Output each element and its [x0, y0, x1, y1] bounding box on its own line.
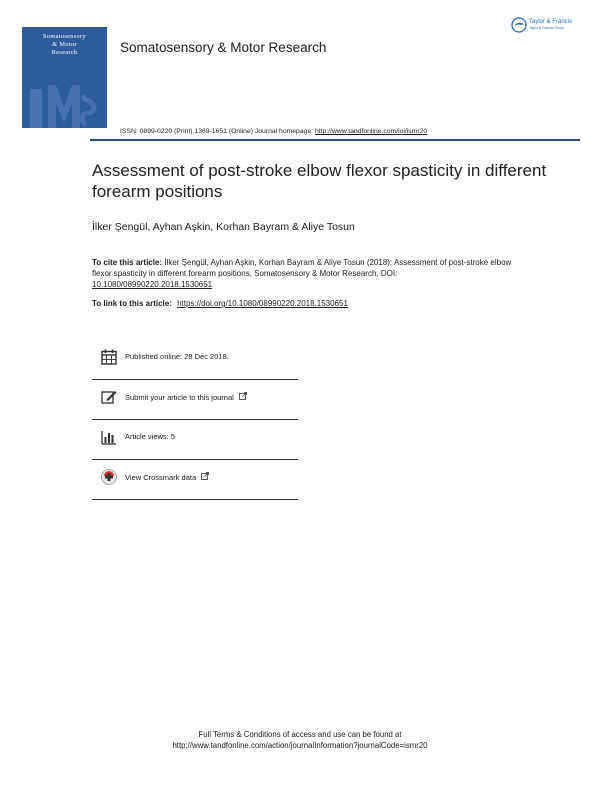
cover-title-line-1: Somatosensory	[43, 33, 86, 40]
published-online-item	[92, 340, 298, 380]
calendar-icon	[100, 348, 118, 366]
external-link-icon	[201, 472, 209, 480]
article-views-label: Article views: 5	[125, 432, 176, 441]
issn-line	[120, 128, 427, 135]
cover-title-line-2: & Motor	[52, 41, 77, 48]
crossmark-item[interactable]	[92, 460, 298, 500]
published-online-label: Published online: 28 Dec 2018.	[125, 352, 229, 361]
journal-homepage-link[interactable]: http://www.tandfonline.com/loi/ismr20	[314, 128, 428, 135]
article-link-block	[92, 299, 348, 308]
article-title: Assessment of post-stroke elbow flexor spasticity in different forearm positions	[92, 161, 547, 201]
bar-chart-icon	[100, 428, 118, 446]
publisher-logo-icon	[511, 17, 527, 33]
submit-article-link[interactable]	[125, 392, 247, 402]
footer-terms	[0, 729, 600, 751]
journal-cover-image	[22, 27, 107, 128]
citation-doi-link[interactable]: 10.1080/08990220.2018.1530651	[92, 280, 213, 289]
crossmark-icon	[100, 468, 118, 486]
article-doi-url-link[interactable]: https://doi.org/10.1080/08990220.2018.1530651	[177, 299, 348, 308]
cover-title-line-3: Research	[51, 49, 78, 56]
crossmark-link[interactable]	[125, 472, 209, 482]
publisher-logo-name: Taylor & Francis	[529, 19, 573, 25]
article-meta-list	[92, 340, 298, 500]
submit-article-item[interactable]	[92, 380, 298, 420]
publisher-logo-sub: Taylor & Francis Group	[529, 26, 564, 30]
cover-publisher-mark: Taylor	[85, 114, 95, 118]
submit-article-label: Submit your article to this journal	[125, 393, 234, 402]
article-link-label: To link to this article:	[92, 299, 172, 308]
header-divider	[90, 139, 580, 141]
journal-title: Somatosensory & Motor Research	[120, 40, 327, 55]
crossmark-label: View Crossmark data	[125, 473, 197, 482]
citation-block	[92, 257, 512, 290]
citation-label: To cite this article:	[92, 258, 163, 267]
footer-line-1: Full Terms & Conditions of access and use can be found at	[198, 730, 402, 739]
external-link-icon	[239, 392, 247, 400]
edit-icon	[100, 388, 118, 406]
article-authors: İlker Şengül, Ayhan Aşkin, Korhan Bayram & Aliye Tosun	[92, 221, 355, 233]
issn-text: ISSN: 0899-0220 (Print) 1369-1651 (Online) Journal homepage:	[120, 128, 314, 135]
article-views-item	[92, 420, 298, 460]
publisher-logo[interactable]	[511, 17, 585, 37]
footer-terms-link[interactable]: http://www.tandfonline.com/action/journalInformation?journalCode=ismr20	[172, 741, 428, 750]
citation-text: İlker Şengül, Ayhan Aşkin, Korhan Bayram & Aliye Tosun (2018): Assessment of post-stroke elbow flexor spasticity in different forearm positions, Somatosensory & Motor Research, DOI:	[92, 258, 512, 278]
